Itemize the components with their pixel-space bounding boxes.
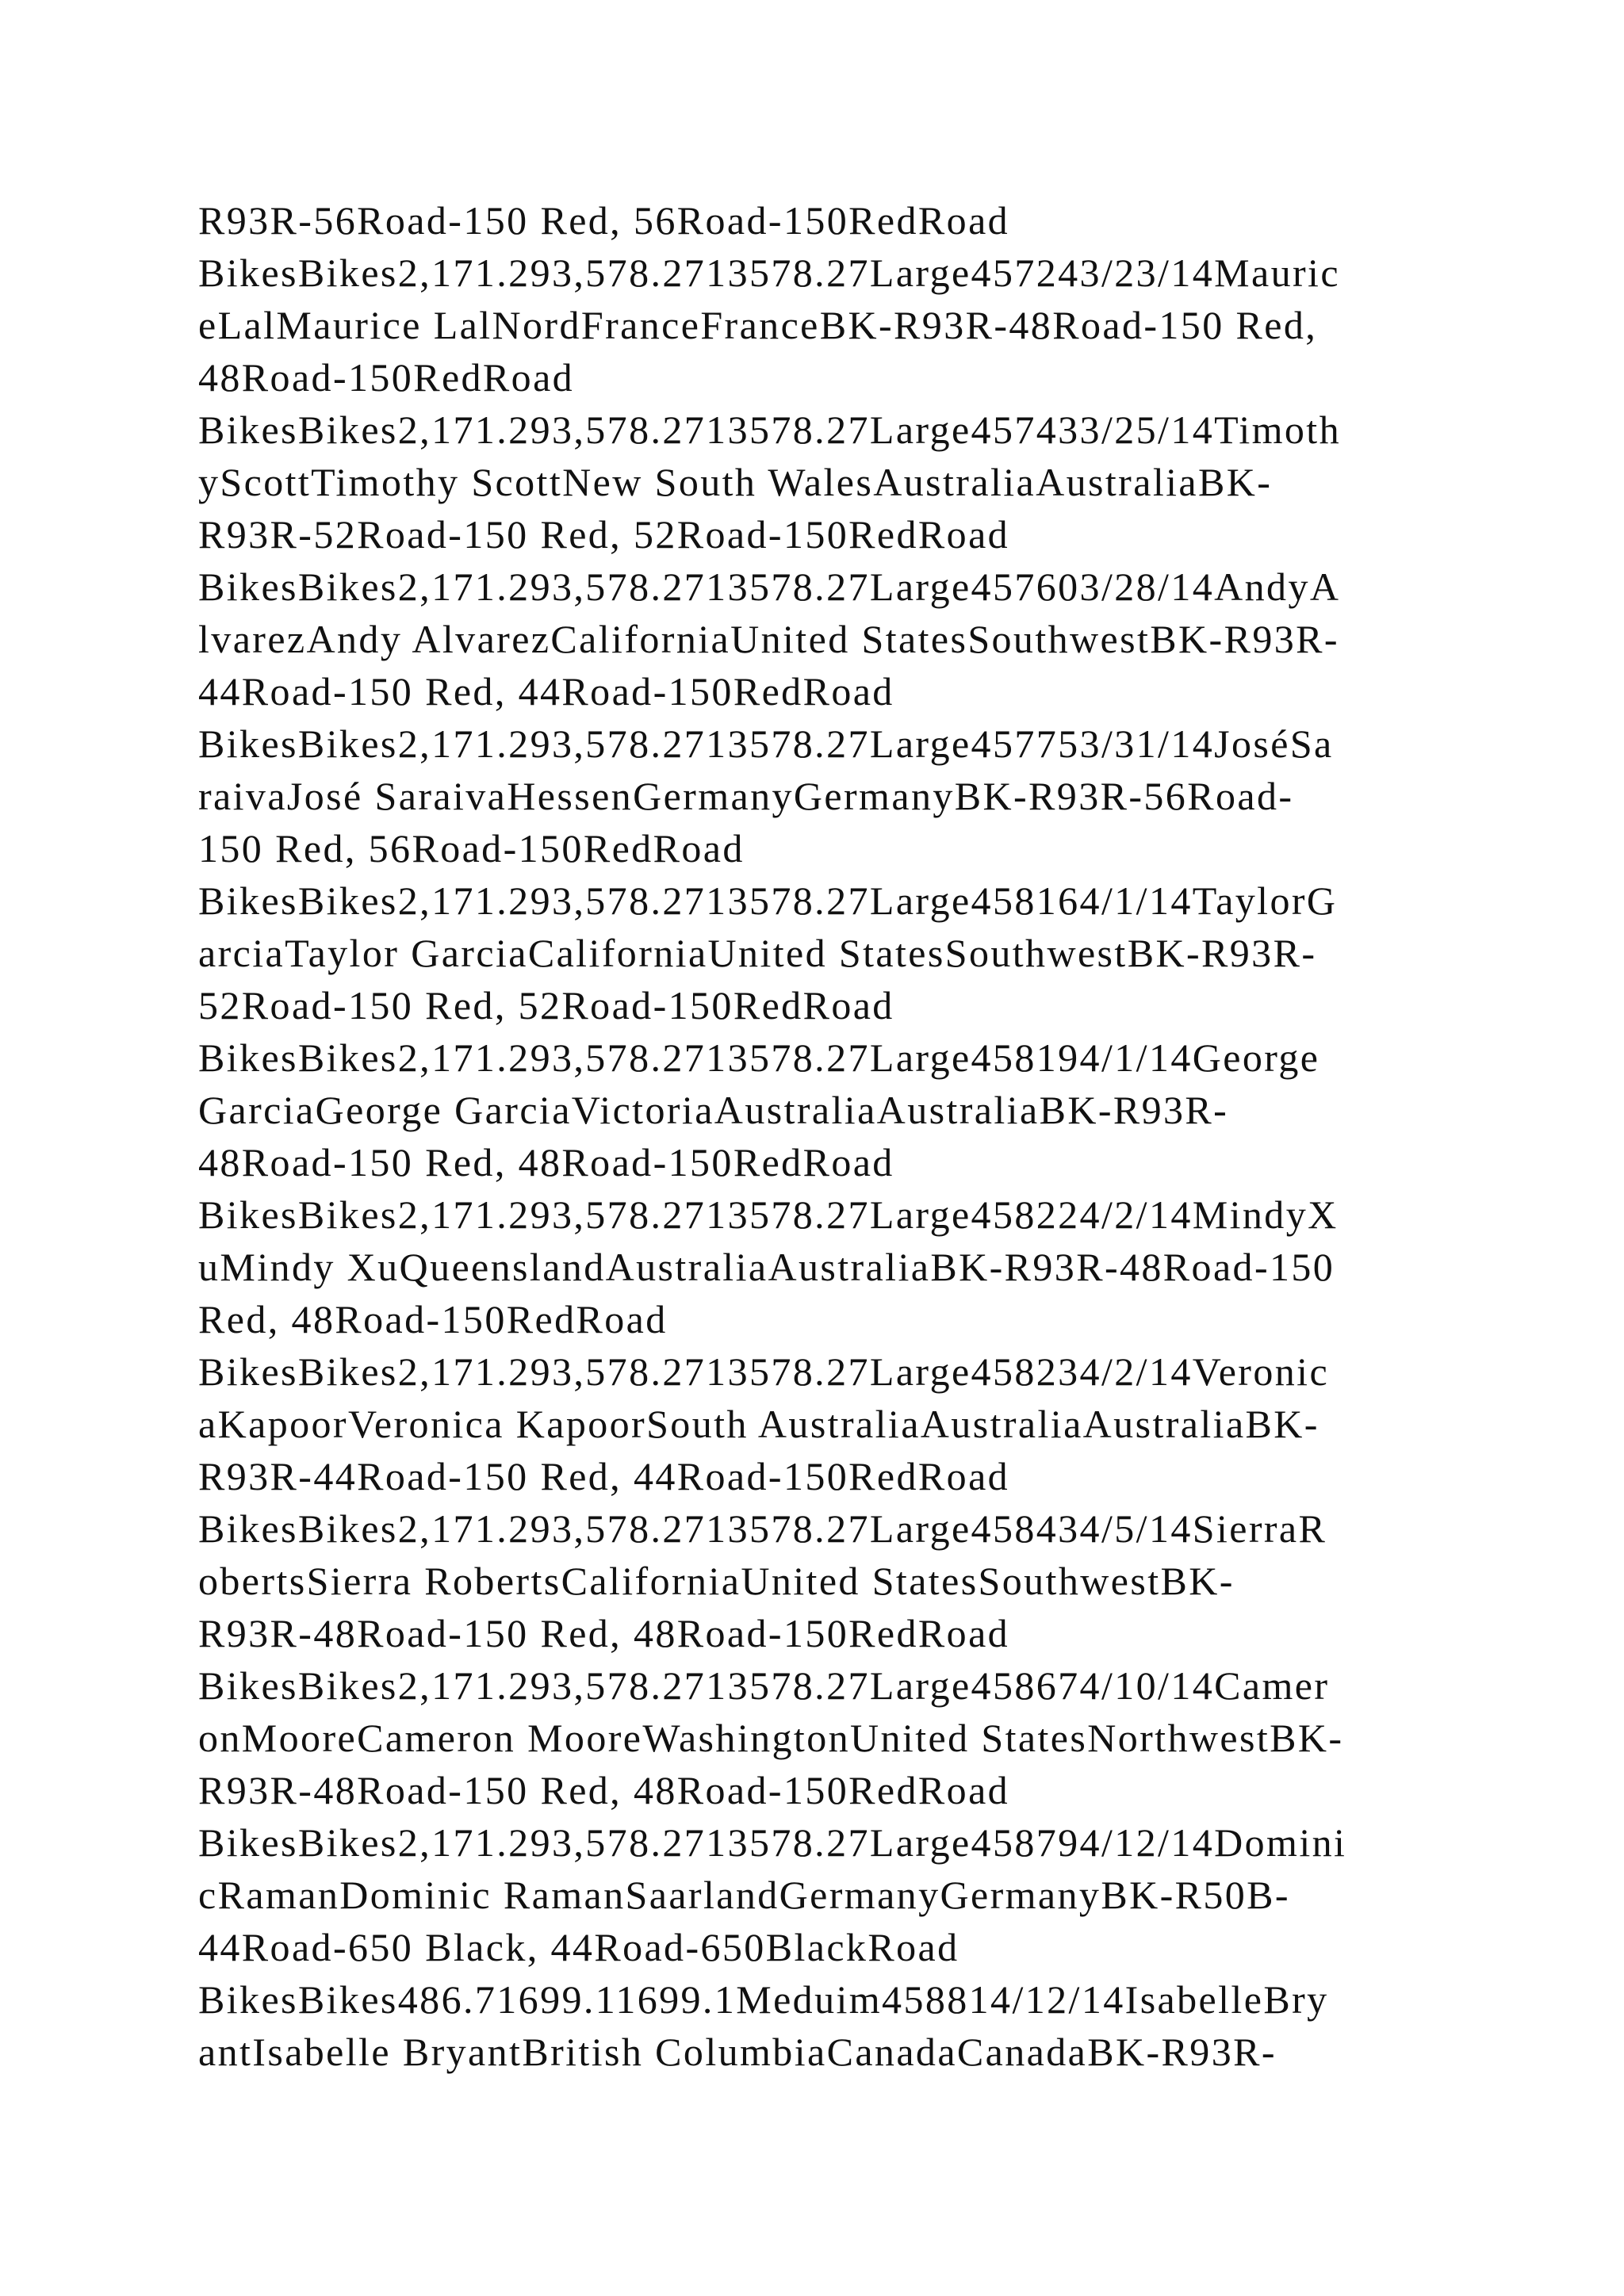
text-line: BikesBikes2,171.293,578.2713578.27Large457243/23/14Mauric [198, 251, 1340, 295]
text-line: 44Road-150 Red, 44Road-150RedRoad [198, 669, 894, 714]
text-line: BikesBikes2,171.293,578.2713578.27Large458194/1/14George [198, 1035, 1320, 1080]
text-line: uMindy XuQueenslandAustraliaAustraliaBK-R93R-48Road-150 [198, 1245, 1335, 1289]
text-line: raivaJosé SaraivaHessenGermanyGermanyBK-R93R-56Road- [198, 774, 1294, 818]
text-line: 150 Red, 56Road-150RedRoad [198, 826, 745, 871]
text-line: obertsSierra RobertsCaliforniaUnited StatesSouthwestBK- [198, 1559, 1235, 1603]
text-line: Red, 48Road-150RedRoad [198, 1297, 668, 1341]
text-line: BikesBikes2,171.293,578.2713578.27Large458234/2/14Veronic [198, 1349, 1330, 1394]
text-line: aKapoorVeronica KapoorSouth AustraliaAustraliaAustraliaBK- [198, 1402, 1320, 1446]
text-line: R93R-48Road-150 Red, 48Road-150RedRoad [198, 1768, 1010, 1812]
text-line: R93R-48Road-150 Red, 48Road-150RedRoad [198, 1611, 1010, 1655]
text-line: arciaTaylor GarciaCaliforniaUnited StatesSouthwestBK-R93R- [198, 931, 1317, 975]
text-line: BikesBikes486.71699.11699.1Meduim458814/12/14IsabelleBry [198, 1977, 1329, 2022]
text-line: R93R-52Road-150 Red, 52Road-150RedRoad [198, 512, 1010, 557]
text-line: BikesBikes2,171.293,578.2713578.27Large457753/31/14JoséSa [198, 721, 1334, 766]
text-line: antIsabelle BryantBritish ColumbiaCanadaCanadaBK-R93R- [198, 2030, 1277, 2074]
text-line: 52Road-150 Red, 52Road-150RedRoad [198, 983, 894, 1027]
text-line: BikesBikes2,171.293,578.2713578.27Large458674/10/14Camer [198, 1663, 1330, 1708]
text-line: BikesBikes2,171.293,578.2713578.27Large458434/5/14SierraR [198, 1506, 1327, 1551]
text-line: BikesBikes2,171.293,578.2713578.27Large458794/12/14Domini [198, 1820, 1347, 1865]
text-line: 44Road-650 Black, 44Road-650BlackRoad [198, 1925, 959, 1969]
text-line: BikesBikes2,171.293,578.2713578.27Large457603/28/14AndyA [198, 564, 1341, 609]
text-line: R93R-56Road-150 Red, 56Road-150RedRoad [198, 198, 1010, 243]
text-line: yScottTimothy ScottNew South WalesAustraliaAustraliaBK- [198, 460, 1273, 504]
text-line: GarciaGeorge GarciaVictoriaAustraliaAustraliaBK-R93R- [198, 1088, 1229, 1132]
text-line: onMooreCameron MooreWashingtonUnited StatesNorthwestBK- [198, 1716, 1344, 1760]
text-line: 48Road-150RedRoad [198, 355, 575, 400]
text-line: BikesBikes2,171.293,578.2713578.27Large458224/2/14MindyX [198, 1192, 1339, 1237]
text-line: BikesBikes2,171.293,578.2713578.27Large457433/25/14Timoth [198, 408, 1341, 452]
text-line: R93R-44Road-150 Red, 44Road-150RedRoad [198, 1454, 1010, 1498]
text-line: eLalMaurice LalNordFranceFranceBK-R93R-48Road-150 Red, [198, 303, 1318, 347]
text-line: BikesBikes2,171.293,578.2713578.27Large458164/1/14TaylorG [198, 878, 1338, 923]
text-line: lvarezAndy AlvarezCaliforniaUnited StatesSouthwestBK-R93R- [198, 617, 1339, 661]
document-body-text [198, 194, 1467, 2078]
text-line: cRamanDominic RamanSaarlandGermanyGermanyBK-R50B- [198, 1873, 1290, 1917]
text-line: 48Road-150 Red, 48Road-150RedRoad [198, 1140, 894, 1184]
